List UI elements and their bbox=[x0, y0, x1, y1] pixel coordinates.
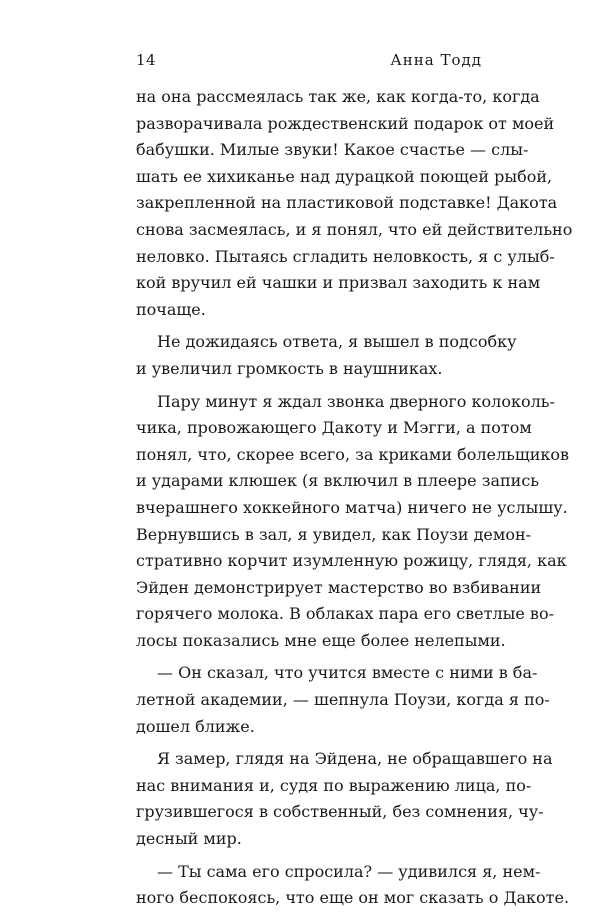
running-head-author: Анна Тодд bbox=[390, 51, 482, 69]
text-line: разворачивала рождественский подарок от моей bbox=[136, 113, 555, 133]
text-line: Вернувшись в зал, я увидел, как Поузи демон- bbox=[136, 524, 532, 544]
text-line: и увеличил громкость в наушниках. bbox=[136, 358, 443, 378]
text-line: дошел ближе. bbox=[136, 716, 255, 736]
paragraph bbox=[136, 389, 570, 655]
text-line: ного беспокоясь, что еще он мог сказать о Дакоте. bbox=[136, 888, 570, 908]
text-line: горячего молока. В облаках пара его светлые во- bbox=[136, 604, 554, 624]
text-line: закрепленной на пластиковой подставке! Дакота bbox=[136, 193, 558, 213]
text-line: десный мир. bbox=[136, 829, 242, 849]
paragraph bbox=[136, 329, 517, 382]
text-line: вчерашнего хоккейного матча) ничего не услышу. bbox=[136, 497, 568, 517]
text-line: понял, что, скорее всего, за криками болельщиков bbox=[136, 444, 570, 464]
text-line: чика, провожающего Дакоту и Мэгги, а потом bbox=[136, 418, 532, 438]
text-line: Пару минут я ждал звонка дверного колоколь- bbox=[157, 391, 555, 411]
text-line: летной академии, — шепнула Поузи, когда я по- bbox=[136, 690, 550, 710]
text-line: — Он сказал, что учится вместе с ними в ба- bbox=[157, 663, 538, 683]
text-line: бабушки. Милые звуки! Какое счастье — слы- bbox=[136, 140, 529, 160]
text-block bbox=[136, 84, 573, 912]
text-line: шать ее хихиканье над дурацкой поющей рыбой, bbox=[136, 166, 553, 186]
text-line: Я замер, глядя на Эйдена, не обращавшего на bbox=[157, 749, 553, 769]
text-line: нас внимания и, судя по выражению лица, по- bbox=[136, 775, 532, 795]
text-line: кой вручил ей чашки и призвал заходить к нам bbox=[136, 273, 541, 293]
page-number: 14 bbox=[136, 51, 157, 69]
text-line: лосы показались мне еще более нелепыми. bbox=[136, 630, 506, 650]
paragraph bbox=[136, 660, 550, 740]
paragraph bbox=[136, 84, 573, 323]
text-line: — Ты сама его спросила? — удивился я, нем- bbox=[157, 861, 541, 881]
text-line: неловко. Пытаясь сгладить неловкость, я с улыб- bbox=[136, 246, 555, 266]
text-line: снова засмеялась, и я понял, что ей действительно bbox=[136, 219, 573, 239]
text-line: Не дожидаясь ответа, я вышел в подсобку bbox=[157, 332, 517, 352]
paragraph bbox=[136, 746, 553, 852]
text-line: стративно корчит изумленную рожицу, глядя, как bbox=[136, 551, 567, 571]
text-line: грузившегося в собственный, без сомнения, чу- bbox=[136, 802, 544, 822]
text-line: почаще. bbox=[136, 299, 206, 319]
text-line: Эйден демонстрирует мастерство во взбивании bbox=[136, 577, 542, 597]
text-line: на она рассмеялась так же, как когда-то, когда bbox=[136, 87, 540, 106]
text-line: и ударами клюшек (я включил в плеере запись bbox=[136, 471, 539, 491]
paragraph bbox=[136, 859, 570, 912]
